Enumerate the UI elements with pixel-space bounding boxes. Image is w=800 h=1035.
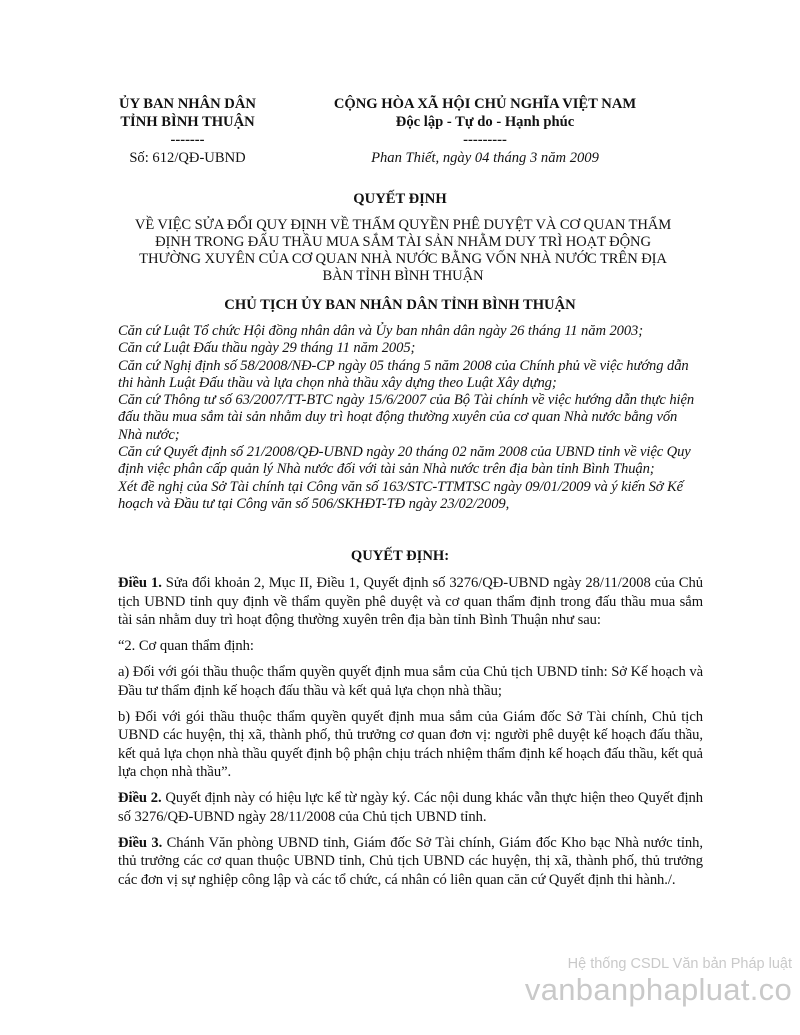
subject-line: THƯỜNG XUYÊN CỦA CƠ QUAN NHÀ NƯỚC BẰNG VỐN NHÀ NƯỚC TRÊN ĐỊA xyxy=(139,251,667,267)
issuer-agency: ỦY BAN NHÂN DÂN xyxy=(119,96,256,112)
decision-heading: QUYẾT ĐỊNH: xyxy=(350,548,450,564)
clause-2a: a) Đối với gói thầu thuộc thẩm quyền quyết định mua sắm của Chủ tịch UBND tỉnh: Sở Kế hoạch và Đầu tư thẩm định kế hoạch đấu thầu và kết quả lựa chọn nhà thầu; xyxy=(118,664,703,699)
legal-basis-item: Căn cứ Nghị định số 58/2008/NĐ-CP ngày 05 tháng 5 năm 2008 của Chính phủ về việc hướng dẫn thi hành Luật Đấu thầu và lựa chọn nhà thầu xây dựng theo Luật Xây dựng; xyxy=(118,357,689,391)
clause-2-intro: “2. Cơ quan thẩm định: xyxy=(118,638,254,654)
legal-bases xyxy=(118,323,703,513)
legal-basis-item: Căn cứ Luật Đấu thầu ngày 29 tháng 11 năm 2005; xyxy=(118,340,416,357)
document-header xyxy=(0,95,800,170)
document-type-title: QUYẾT ĐỊNH xyxy=(353,191,447,207)
subject-line: BÀN TỈNH BÌNH THUẬN xyxy=(322,268,484,284)
article-3-label: Điều 3. xyxy=(118,834,163,851)
watermark-domain: vanbanphapluat.co xyxy=(524,972,792,1007)
decision-body xyxy=(118,574,703,897)
article-3 xyxy=(118,834,703,890)
national-motto: Độc lập - Tự do - Hạnh phúc xyxy=(395,114,575,130)
article-2-text: Quyết định này có hiệu lực kể từ ngày ký. Các nội dung khác vẫn thực hiện theo Quyết định số 3276/QĐ-UBND ngày 28/11/2008 của Chủ tịch UBND tỉnh. xyxy=(118,790,703,825)
article-1-text: Sửa đổi khoản 2, Mục II, Điều 1, Quyết định số 3276/QĐ-UBND ngày 28/11/2008 của Chủ tịch UBND tỉnh quy định về thẩm quyền phê duyệt và cơ quan thẩm định trong đấu thầu mua sắm tài sản nhằm duy trì hoạt động thường xuyên trên địa bàn tỉnh Bình Thuận như sau: xyxy=(118,575,703,628)
subject-line: ĐỊNH TRONG ĐẤU THẦU MUA SẮM TÀI SẢN NHẰM DUY TRÌ HOẠT ĐỘNG xyxy=(155,234,651,250)
article-1-label: Điều 1. xyxy=(118,575,162,591)
article-1 xyxy=(118,574,703,630)
legal-basis-item: Căn cứ Quyết định số 21/2008/QĐ-UBND ngày 20 tháng 02 năm 2008 của UBND tỉnh về việc Quy định việc phân cấp quản lý Nhà nước đối với tài sản Nhà nước trên địa bàn tỉnh Bình Thuận; xyxy=(118,444,691,478)
legal-basis-item: Xét đề nghị của Sở Tài chính tại Công văn số 163/STC-TTMTSC ngày 09/01/2009 và ý kiến Sở Kế hoạch và Đầu tư tại Công văn số 506/SKHĐT-TĐ ngày 23/02/2009, xyxy=(118,478,684,512)
site-watermark xyxy=(525,955,792,1007)
watermark-caption: Hệ thống CSDL Văn bản Pháp luật xyxy=(567,956,792,972)
article-2-label: Điều 2. xyxy=(118,790,162,806)
legal-basis-item: Căn cứ Luật Tổ chức Hội đồng nhân dân và Ủy ban nhân dân ngày 26 tháng 11 năm 2003; xyxy=(118,323,643,339)
subject-line: VỀ VIỆC SỬA ĐỔI QUY ĐỊNH VỀ THẨM QUYỀN PHÊ DUYỆT VÀ CƠ QUAN THẨM xyxy=(134,217,672,233)
country-name: CỘNG HÒA XÃ HỘI CHỦ NGHĨA VIỆT NAM xyxy=(333,96,637,112)
motto-separator: --------- xyxy=(463,132,507,148)
article-3-text: Chánh Văn phòng UBND tỉnh, Giám đốc Sở Tài chính, Giám đốc Kho bạc Nhà nước tỉnh, thủ trưởng các cơ quan thuộc UBND tỉnh, Chủ tịch UBND các huyện, thị xã, thành phố, thủ trưởng các đơn vị sự nghiệp công lập và các tổ chức, cá nhân có liên quan căn cứ Quyết định thi hành./. xyxy=(118,834,703,888)
national-motto-block xyxy=(300,95,670,167)
issuer-separator: ------- xyxy=(170,132,205,148)
document-subject xyxy=(105,217,701,285)
clause-2b: b) Đối với gói thầu thuộc thẩm quyền quyết định mua sắm của Giám đốc Sở Tài chính, Chủ tịch UBND các huyện, thị xã, thành phố, thủ trưởng cơ quan đơn vị: người phê duyệt kế hoạch đấu thầu, kết quả lựa chọn nhà thầu quyết định bộ phận chịu trách nhiệm thẩm định kế hoạch đấu thầu, kết quả lựa chọn nhà thầu”. xyxy=(118,708,703,780)
issuing-authority: CHỦ TỊCH ỦY BAN NHÂN DÂN TỈNH BÌNH THUẬN xyxy=(224,297,576,313)
place-and-date: Phan Thiết, ngày 04 tháng 3 năm 2009 xyxy=(371,150,599,166)
legal-basis-item: Căn cứ Thông tư số 63/2007/TT-BTC ngày 15/6/2007 của Bộ Tài chính về việc hướng dẫn thực hiện đấu thầu mua sắm tài sản nhằm duy trì hoạt động thường xuyên của cơ quan Nhà nước bằng vốn Nhà nước; xyxy=(118,392,695,443)
article-2 xyxy=(118,789,703,826)
document-number: Số: 612/QĐ-UBND xyxy=(129,150,246,166)
issuer-province: TỈNH BÌNH THUẬN xyxy=(120,114,255,130)
issuer-block xyxy=(100,95,275,167)
